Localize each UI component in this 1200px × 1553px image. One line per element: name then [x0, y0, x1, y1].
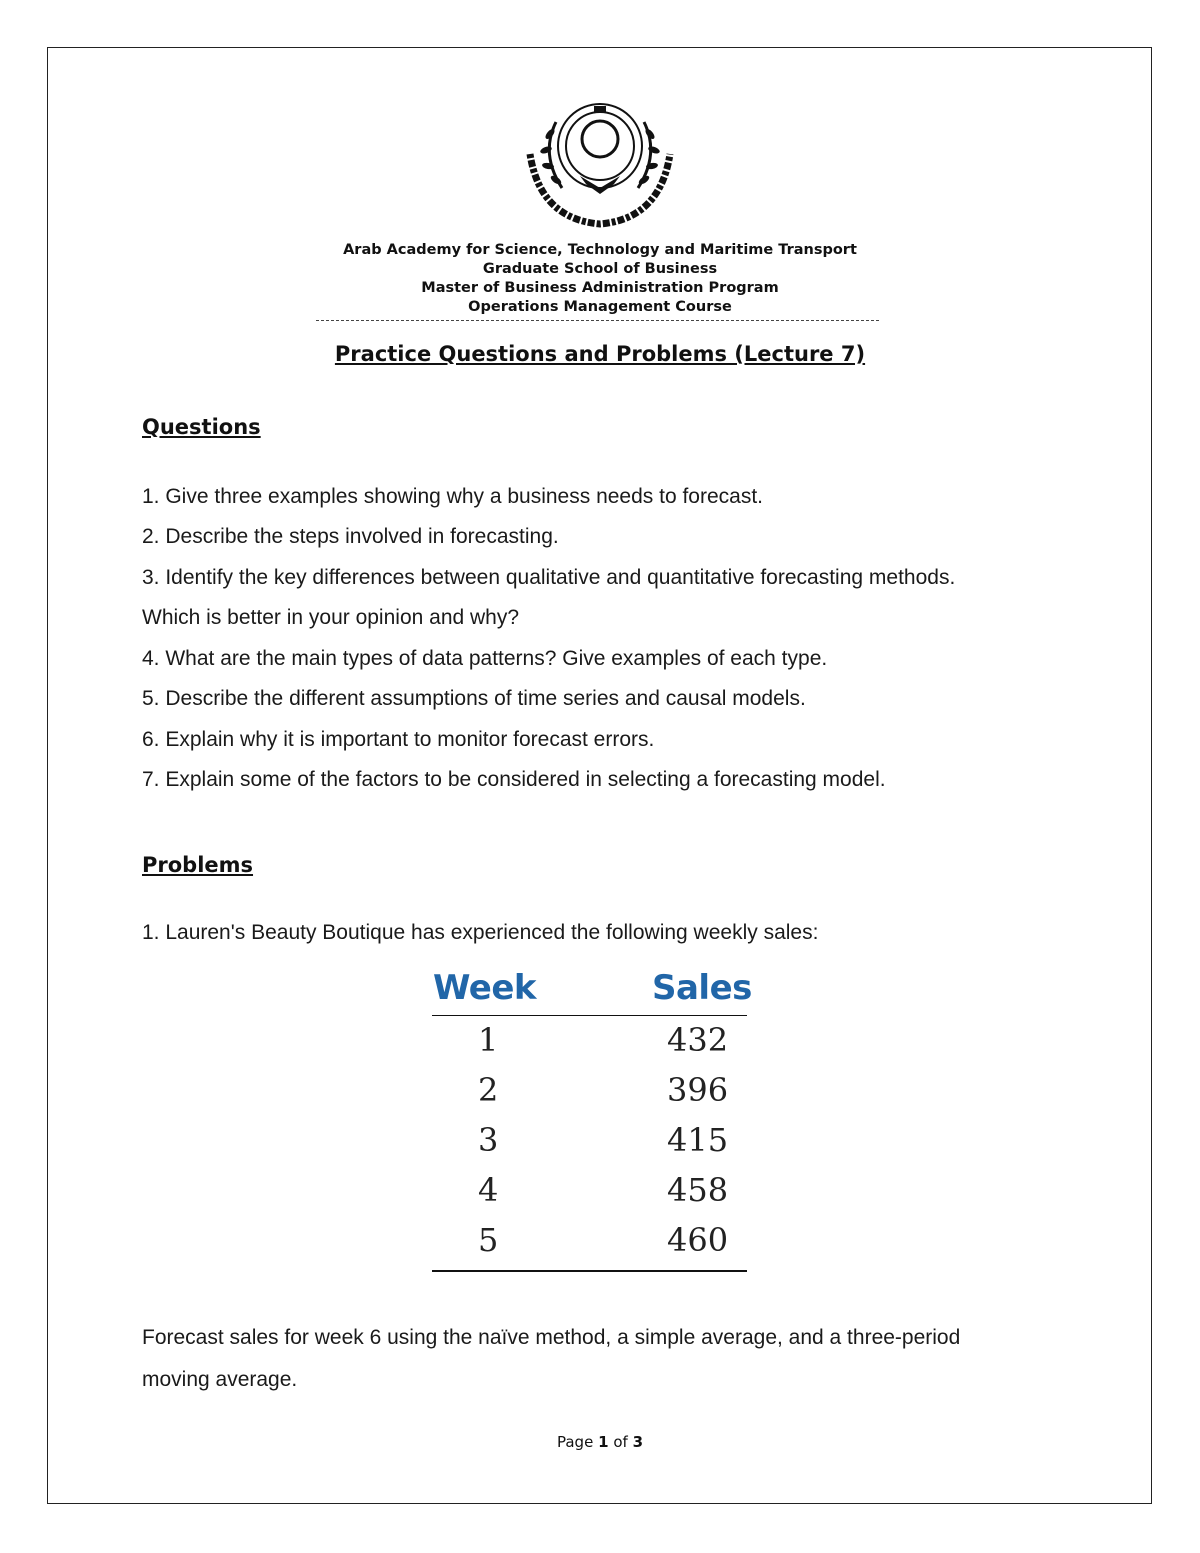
question-6: 6. Explain why it is important to monitor forecast errors.	[142, 728, 655, 751]
table-cell-week: 5	[478, 1221, 499, 1259]
header-divider	[316, 320, 879, 321]
course-name: Operations Management Course	[468, 299, 732, 315]
table-cell-week: 2	[478, 1071, 499, 1109]
school-name: Graduate School of Business	[482, 261, 718, 277]
problem-1-task: Forecast sales for week 6 using the naïve method, a simple average, and a three-period	[142, 1326, 961, 1349]
table-cell-sales: 432	[667, 1021, 729, 1059]
table-header-rule	[432, 1015, 747, 1016]
table-cell-sales: 458	[667, 1171, 729, 1209]
table-header-sales: Sales	[652, 968, 752, 1008]
page-number	[0, 1433, 1200, 1451]
institution-name: Arab Academy for Science, Technology and Maritime Transport	[343, 242, 857, 258]
table-cell-sales: 460	[667, 1221, 729, 1259]
problem-1-intro: 1. Lauren's Beauty Boutique has experienced the following weekly sales:	[142, 921, 819, 944]
table-cell-sales: 396	[667, 1071, 729, 1109]
program-name: Master of Business Administration Program	[421, 280, 779, 296]
academy-emblem-icon	[510, 84, 690, 234]
table-header-week: Week	[433, 968, 537, 1008]
table-cell-week: 4	[478, 1171, 499, 1209]
question-3: 3. Identify the key differences between qualitative and quantitative forecasting methods.	[142, 566, 956, 589]
table-cell-week: 3	[478, 1121, 499, 1159]
question-5: 5. Describe the different assumptions of time series and causal models.	[142, 687, 806, 710]
question-2: 2. Describe the steps involved in forecasting.	[142, 525, 559, 548]
table-cell-week: 1	[478, 1021, 499, 1059]
page-title: Practice Questions and Problems (Lecture 7)	[334, 342, 866, 366]
question-7: 7. Explain some of the factors to be considered in selecting a forecasting model.	[142, 768, 886, 791]
questions-heading: Questions	[142, 415, 261, 439]
page-label: Page	[556, 1433, 594, 1451]
problem-1-task-continued: moving average.	[142, 1368, 298, 1391]
table-bottom-rule	[432, 1270, 747, 1272]
page-of: of	[613, 1433, 628, 1451]
problems-heading: Problems	[142, 853, 254, 877]
total-pages: 3	[632, 1433, 643, 1451]
table-cell-sales: 415	[667, 1121, 729, 1159]
current-page: 1	[598, 1433, 609, 1451]
question-4: 4. What are the main types of data patterns? Give examples of each type.	[142, 647, 828, 670]
question-3-continued: Which is better in your opinion and why?	[142, 606, 520, 629]
question-1: 1. Give three examples showing why a business needs to forecast.	[142, 485, 763, 508]
